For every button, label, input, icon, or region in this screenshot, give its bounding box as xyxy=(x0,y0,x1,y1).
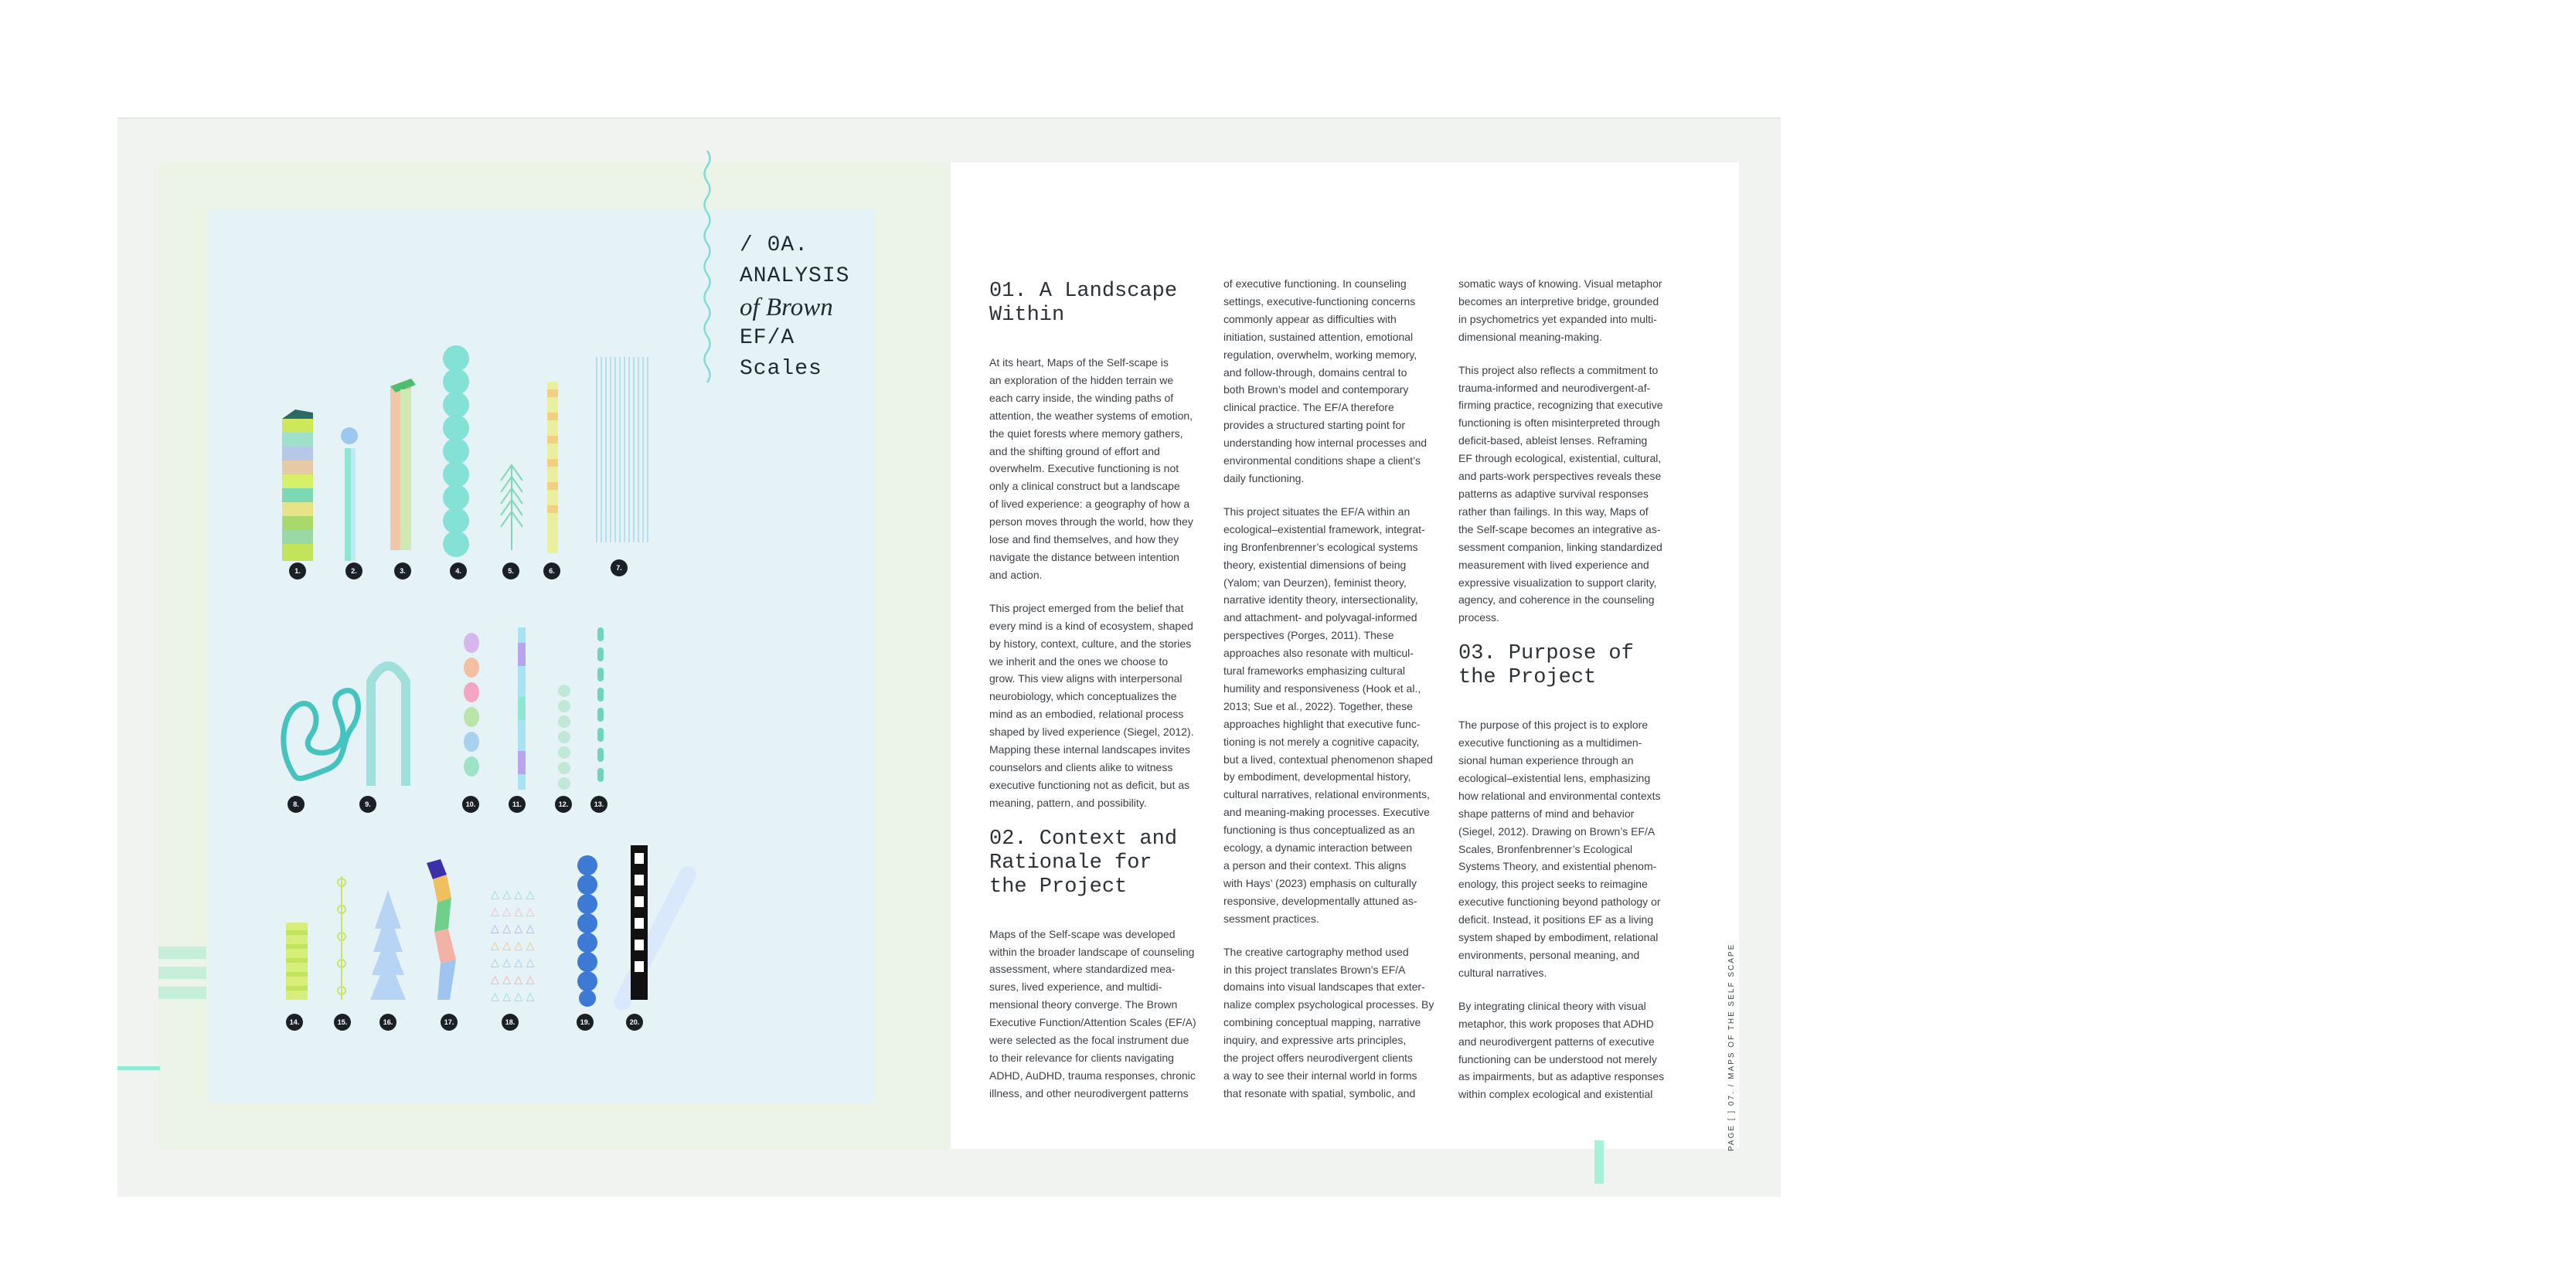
label-17: 17. xyxy=(441,1014,458,1031)
paragraph: of executive functioning. In counseling settings, executive-functioning concerns commonly appear as difficulties with initiation, sustained attention, emotional regulation, overwhelm, working memory, and follow-through, domains central to both Brown’s model and contemporary clinical practice. The EF/A therefore provides a structured starting point for understanding how internal processes and environmental conditions shape a client’s daily functioning. xyxy=(1223,277,1428,484)
glyph-11 xyxy=(518,627,526,790)
heading-02: 02. Context and Rationale for the Project xyxy=(989,827,1178,899)
title-line-2: ANALYSIS xyxy=(740,264,850,288)
label-11: 11. xyxy=(509,796,526,813)
glyph-17 xyxy=(427,859,456,1000)
svg-text:△ △ △ △: △ △ △ △ xyxy=(491,940,535,952)
glyph-2 xyxy=(341,427,358,561)
svg-text:△ △ △ △: △ △ △ △ xyxy=(491,957,535,969)
label-8: 8. xyxy=(288,796,305,813)
text-column-1 xyxy=(989,280,1213,1118)
accent-bars xyxy=(158,946,206,999)
label-10: 10. xyxy=(462,796,479,813)
label-7: 7. xyxy=(611,559,628,576)
title-line-5: Scales xyxy=(740,357,822,381)
scale-glyphs xyxy=(209,210,875,1103)
label-16: 16. xyxy=(379,1014,396,1031)
glyph-18 xyxy=(491,889,535,1003)
svg-text:△ △ △ △: △ △ △ △ xyxy=(491,991,535,1003)
label-9: 9. xyxy=(359,796,376,813)
accent-block-bottom xyxy=(1594,1140,1604,1184)
label-2: 2. xyxy=(345,562,362,579)
svg-text:△ △ △ △: △ △ △ △ xyxy=(491,906,535,918)
title-line-3: of Brown xyxy=(740,294,833,321)
svg-text:△ △ △ △: △ △ △ △ xyxy=(491,974,535,986)
glyph-4 xyxy=(443,345,469,557)
glyph-7 xyxy=(597,357,648,542)
glyph-14 xyxy=(286,923,308,1000)
label-14: 14. xyxy=(286,1014,303,1031)
label-18: 18. xyxy=(502,1014,519,1031)
page-footer: PAGE [ ] 07. / MAPS OF THE SELF SCAPE xyxy=(1727,943,1736,1151)
paragraph: somatic ways of knowing. Visual metaphor becomes an interpretive bridge, grounded in psychometrics yet expanded into multi- dimensional meaning-making. xyxy=(1458,277,1662,343)
label-13: 13. xyxy=(590,796,607,813)
label-12: 12. xyxy=(555,796,572,813)
label-20: 20. xyxy=(626,1014,643,1031)
glyph-15 xyxy=(338,876,345,1000)
glyph-20 xyxy=(622,845,688,1002)
glyph-19 xyxy=(577,855,597,1007)
paragraph: This project also reflects a commitment to trauma-informed and neurodivergent-af- firming practice, recognizing that executive functioning is often misinterpreted through deficit-based, ableist lenses. Reframing EF through ecological, existential, cultural, and parts-work perspectives reveals these patterns as adaptive survival responses rather than failings. In this way, Maps of the Self-scape becomes an integrative as- sessment companion, linking standardized measurement with lived experience and expressive visualization to support clarity, agency, and coherence in the counseling process. xyxy=(1458,363,1663,624)
glyph-1 xyxy=(282,410,313,561)
label-5: 5. xyxy=(502,562,519,579)
paragraph: The purpose of this project is to explore executive functioning as a multidimen- sional human experience through an ecological–existential lens, emphasizing how relational and environmental contexts shape patterns of mind and behavior (Siegel, 2012). Drawing on Brown’s EF/A Scales, Bronfenbrenner’s Ecological Systems Theory, and existential phenom- enology, this project seeks to reimagine executive functioning beyond pathology or deficit. Instead, it positions EF as a living system shaped by embodiment, relational environments, personal meaning, and cultural narratives. xyxy=(1458,719,1661,979)
glyph-10 xyxy=(464,633,479,777)
heading-03: 03. Purpose of the Project xyxy=(1458,642,1634,690)
paragraph: The creative cartography method used in this project translates Brown’s EF/A domains into visual landscapes that exter- nalize complex psychological processes. By combining conceptual mapping, narrative inquiry, and expressive arts principles, the project offers neurodivergent clients a way to see their internal world in forms that resonate with spatial, symbolic, and xyxy=(1223,945,1434,1099)
heading-01: 01. A Landscape Within xyxy=(989,280,1178,327)
glyph-3 xyxy=(390,379,416,550)
glyph-16 xyxy=(370,890,406,1000)
title-line-4: EF/A xyxy=(740,326,795,350)
label-3: 3. xyxy=(394,562,411,579)
glyph-5 xyxy=(501,465,522,550)
label-15: 15. xyxy=(334,1014,351,1031)
title-line-1: / 0A. xyxy=(740,233,809,257)
paragraph: At its heart, Maps of the Self-scape is an exploration of the hidden terrain we each carry inside, the winding paths of attention, the weather systems of emotion, the quiet forests where memory gathers, and the shifting ground of effort and overwhelm. Executive functioning is not only a clinical construct but a landscape of lived experience: a geography of how a person moves through the world, how they lose and find themselves, and how they navigate the distance between intention and action. xyxy=(989,356,1193,581)
label-6: 6. xyxy=(543,562,560,579)
accent-line-left xyxy=(117,1066,160,1070)
label-4: 4. xyxy=(450,562,467,579)
glyph-9 xyxy=(371,666,406,786)
glyph-8 xyxy=(284,691,359,779)
svg-text:△ △ △ △: △ △ △ △ xyxy=(491,923,535,935)
paragraph: This project situates the EF/A within an ecological–existential framework, integrat- ing Bronfenbrenner’s ecological systems theory, existential dimensions of being (Yalom; van Deurzen), feminist theory, narrative identity theory, intersectionality, and attachment- and polyvagal-informed perspectives (Porges, 2011). These approaches also resonate with multicul- tural frameworks emphasizing cultural humility and responsiveness (Hook et al., 2013; Sue et al., 2022). Together, these approaches highlight that executive func- tioning is not merely a cognitive capacity, but a lived, contextual phenomenon shaped by embodiment, developmental history, cultural narratives, relational environments, and meaning-making processes. Executive functioning is thus conceptualized as an ecology, a dynamic interaction between a person and their context. This aligns with Hays’ (2023) emphasis on culturally responsive, developmentally attuned as- sessment practices. xyxy=(1223,505,1433,925)
paragraph: This project emerged from the belief that every mind is a kind of ecosystem, shaped by history, context, culture, and the stories we inherit and the ones we choose to grow. This view aligns with interpersonal neurobiology, which conceptualizes the mind as an embodied, relational process shaped by lived experience (Siegel, 2012). Mapping these internal landscapes invites counselors and clients alike to witness executive functioning not as deficit, but as meaning, pattern, and possibility. xyxy=(989,601,1194,809)
paragraph: Maps of the Self-scape was developed within the broader landscape of counseling assessment, where standardized mea- sures, lived experience, and multidi- mensional theory converge. The Brown Executive Function/Attention Scales (EF/A) were selected as the focal instrument due to their relevance for clients navigating ADHD, AuDHD, trauma responses, chronic illness, and other neurodivergent patterns xyxy=(989,927,1196,1099)
glyph-12 xyxy=(558,685,570,790)
svg-text:△ △ △ △: △ △ △ △ xyxy=(491,889,535,901)
text-column-3 xyxy=(1458,275,1683,1119)
paragraph: By integrating clinical theory with visual metaphor, this work proposes that ADHD and neurodivergent patterns of executive functioning can be understood not merely as impairments, but as adaptive responses within complex ecological and existential xyxy=(1458,999,1665,1101)
glyph-6 xyxy=(547,382,558,553)
label-1: 1. xyxy=(289,562,306,579)
label-19: 19. xyxy=(577,1014,594,1031)
glyph-13 xyxy=(597,627,604,782)
text-column-2 xyxy=(1223,275,1448,1118)
